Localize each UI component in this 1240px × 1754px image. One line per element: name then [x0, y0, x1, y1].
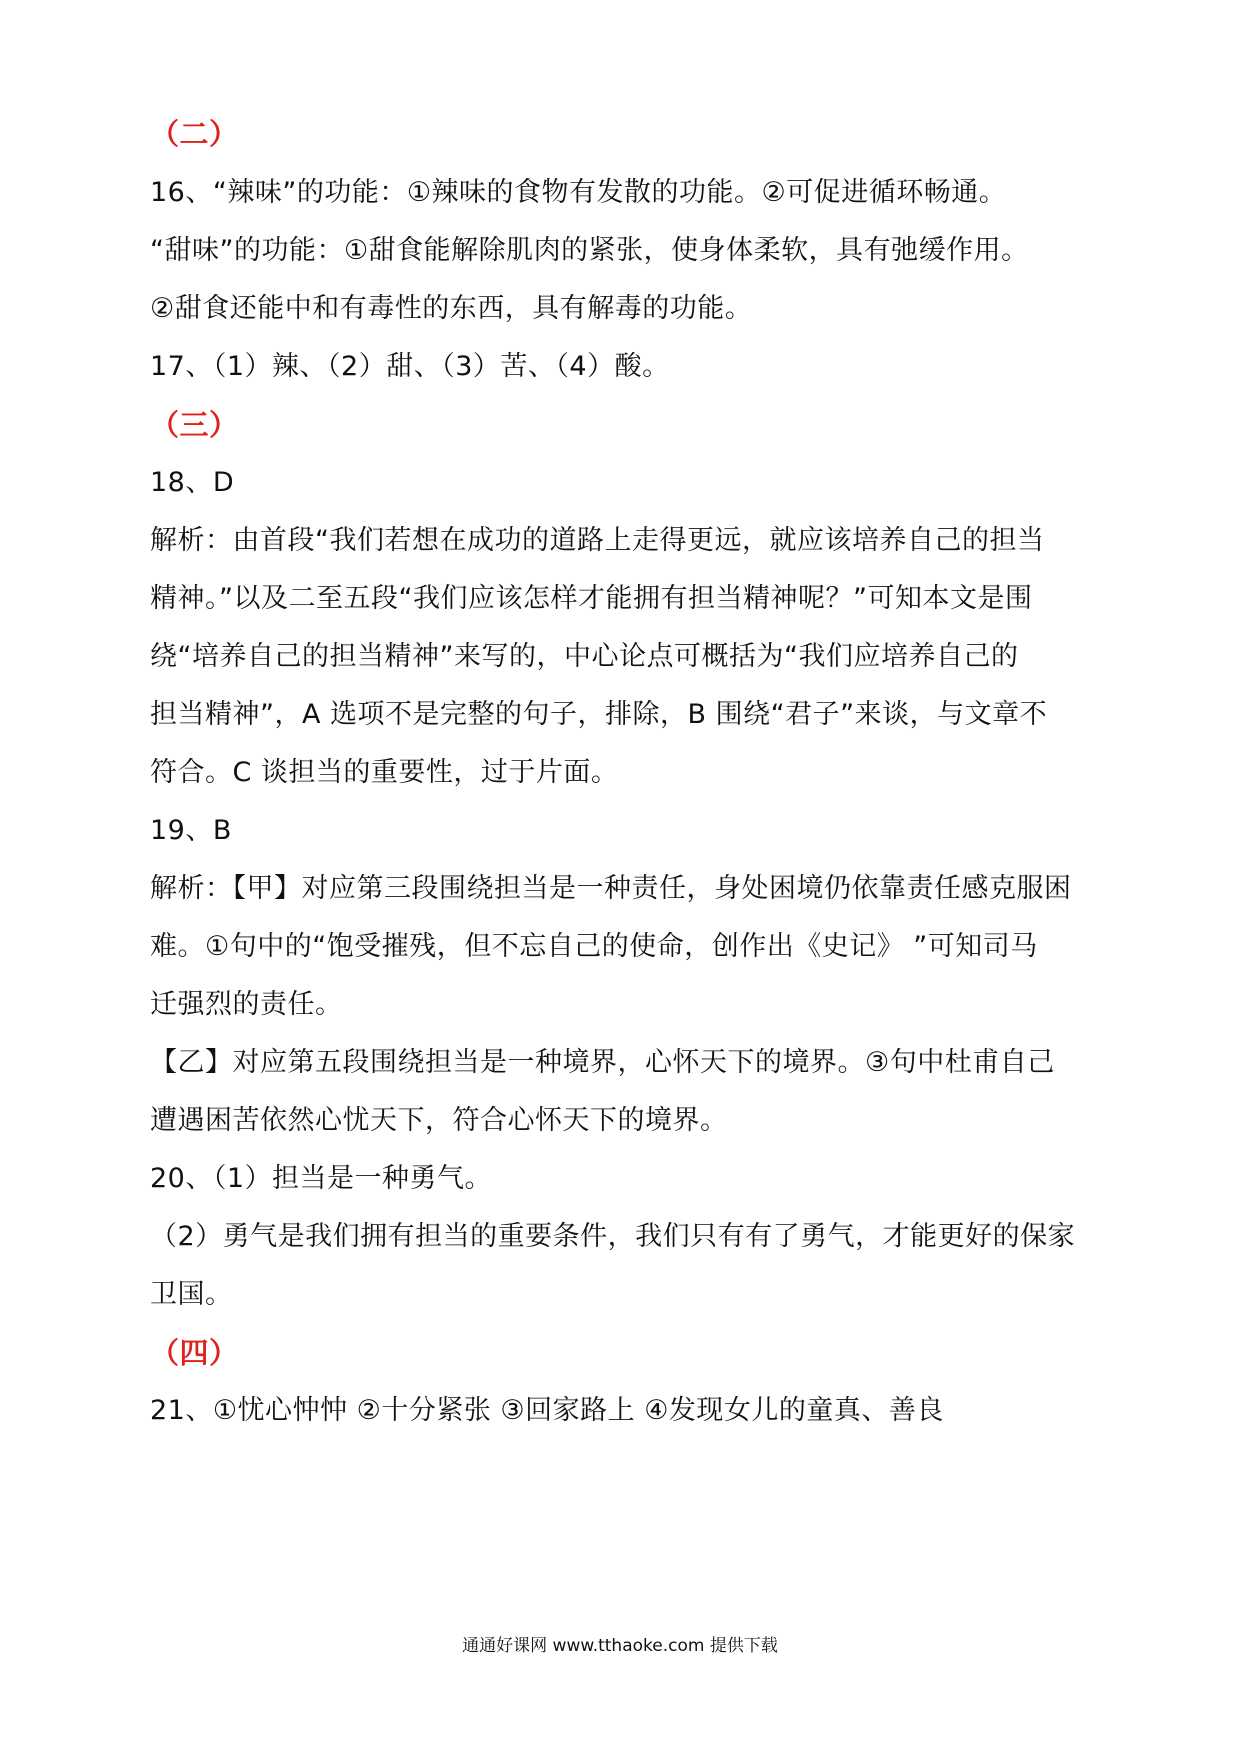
answer-line: ②甜食还能中和有毒性的东西，具有解毒的功能。 [150, 293, 753, 324]
section-heading-3: （三） [150, 408, 239, 442]
answer-line: 【乙】对应第五段围绕担当是一种境界，心怀天下的境界。③句中杜甫自己 [150, 1047, 1055, 1078]
answer-line: 解析：由首段“我们若想在成功的道路上走得更远，就应该培养自己的担当 [150, 525, 1045, 556]
answer-line: 19、B [150, 815, 232, 846]
answer-line: 20、（1）担当是一种勇气。 [150, 1163, 493, 1194]
answer-line: 卫国。 [150, 1279, 233, 1310]
answer-line: 16、“辣味”的功能：①辣味的食物有发散的功能。②可促进循环畅通。 [150, 177, 1007, 208]
answer-line: 难。①句中的“饱受摧残，但不忘自己的使命，创作出《史记》 ”可知司马 [150, 931, 1038, 962]
section-heading-4: （四） [150, 1336, 239, 1370]
answer-line: 迁强烈的责任。 [150, 989, 343, 1020]
answer-line: 21、①忧心忡忡 ②十分紧张 ③回家路上 ④发现女儿的童真、善良 [150, 1395, 944, 1426]
section-heading-2: （二） [150, 117, 239, 151]
answer-line: “甜味”的功能：①甜食能解除肌肉的紧张，使身体柔软，具有弛缓作用。 [150, 235, 1029, 266]
answer-line: 绕“培养自己的担当精神”来写的，中心论点可概括为“我们应培养自己的 [150, 641, 1019, 672]
answer-line: 18、D [150, 467, 235, 498]
answer-line: 17、（1）辣、（2）甜、（3）苦、（4）酸。 [150, 351, 670, 382]
answer-line: （2）勇气是我们拥有担当的重要条件，我们只有有了勇气，才能更好的保家 [150, 1221, 1076, 1252]
answer-line: 遭遇困苦依然心忧天下，符合心怀天下的境界。 [150, 1105, 728, 1136]
answer-line: 符合。C 谈担当的重要性，过于片面。 [150, 757, 619, 788]
answer-line: 精神。”以及二至五段“我们应该怎样才能拥有担当精神呢？”可知本文是围 [150, 583, 1033, 614]
answer-line: 担当精神”，A 选项不是完整的句子，排除，B 围绕“君子”来谈，与文章不 [150, 699, 1048, 730]
answer-line: 解析：【甲】对应第三段围绕担当是一种责任，身处困境仍依靠责任感克服困 [150, 873, 1072, 904]
page-footer: 通通好课网 www.tthaoke.com 提供下载 [462, 1636, 778, 1656]
